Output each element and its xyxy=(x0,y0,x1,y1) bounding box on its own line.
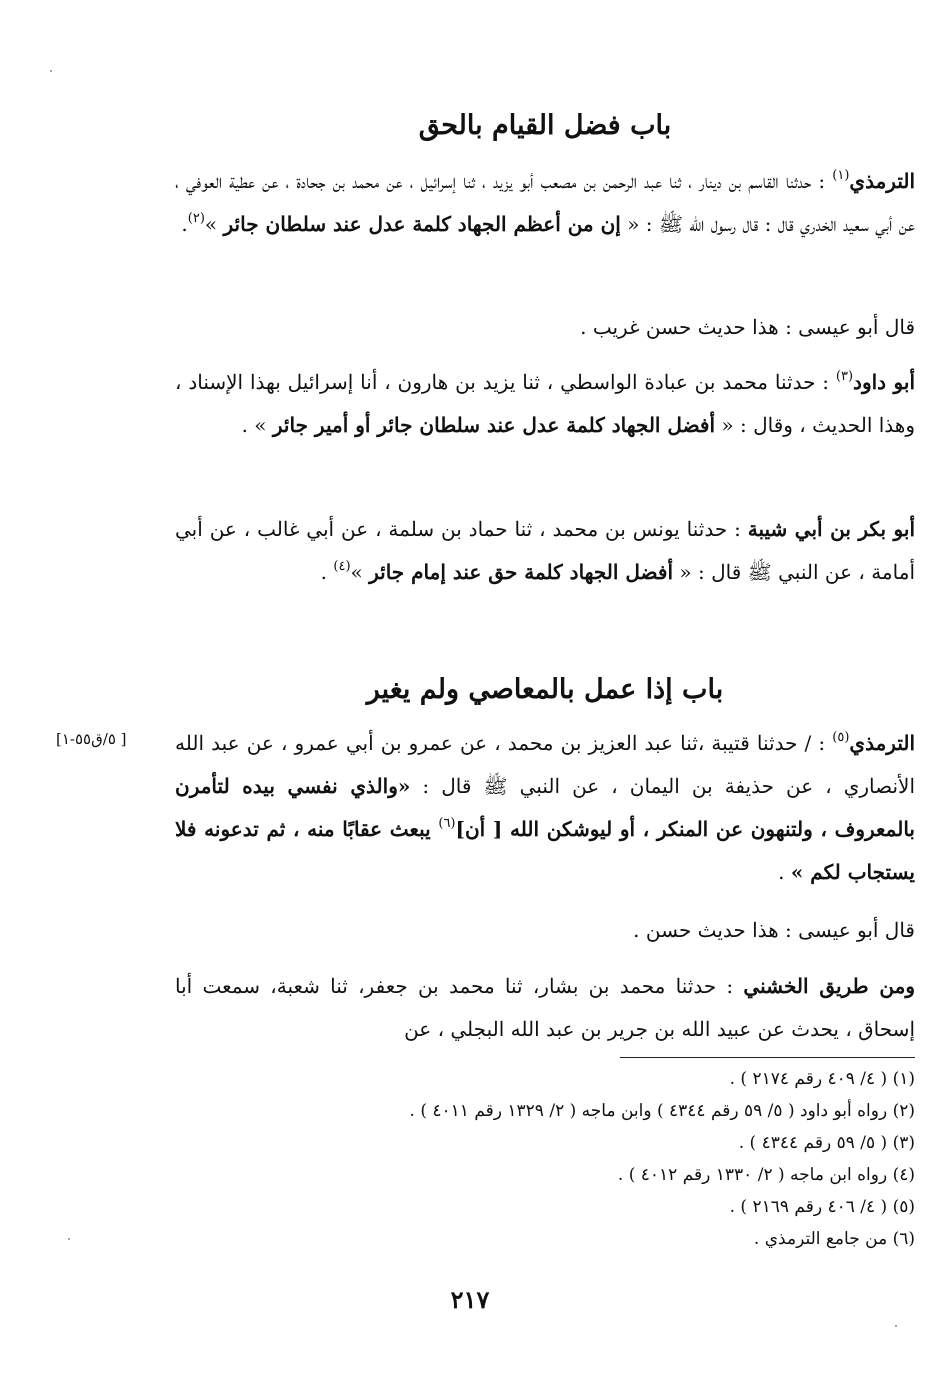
source-name: الترمذي xyxy=(849,731,916,755)
hadith-text: أفضل الجهاد كلمة حق عند إمام جائر xyxy=(369,560,674,584)
manuscript-folio-note: [ ٥/ق٥٥-١] xyxy=(56,730,127,748)
quote-close: » . xyxy=(241,413,273,437)
quote-close: » xyxy=(204,212,224,236)
page-number: ٢١٧ xyxy=(450,1285,490,1314)
footnote-ref: (٤) xyxy=(333,559,351,574)
footnote-3: (٣) ( ٥/ ٥٩ رقم ٤٣٤٤ ) . xyxy=(738,1133,915,1153)
isnad-text: : حدثنا محمد بن عبادة الواسطي ، ثنا يزيد بن هارون ، أنا إسرائيل بهذا الإسناد ، وهذا الحديث ، وقال : « xyxy=(175,370,915,437)
scan-speck xyxy=(50,70,52,72)
isnad-text: : حدثنا محمد بن بشار، ثنا محمد بن جعفر، ثنا شعبة، سمعت أبا إسحاق ، يحدث عن عبيد الله بن جرير بن عبد الله البجلي ، عن xyxy=(175,974,915,1041)
footnote-1: (١) ( ٤/ ٤٠٩ رقم ٢١٧٤ ) . xyxy=(729,1069,915,1089)
footnote-ref: (١) xyxy=(832,168,850,183)
paragraph-abu-isa-2: قال أبو عيسى : هذا حديث حسن . xyxy=(633,918,915,942)
footnote-ref: (٥) xyxy=(832,730,850,745)
paragraph-tirmidhi-1 xyxy=(175,160,915,246)
paragraph-khushani xyxy=(175,965,915,1051)
isnad-text: : حدثنا يونس بن محمد ، ثنا حماد بن سلمة ، عن أبي غالب ، عن أبي أمامة ، عن النبي ﷺ قال : « xyxy=(175,517,915,584)
section-heading-2: باب إذا عمل بالمعاصي ولم يغير xyxy=(366,674,724,705)
source-name: الترمذي xyxy=(849,169,916,193)
period: . xyxy=(181,212,188,236)
footnote-separator xyxy=(620,1057,915,1058)
hadith-text: «والذي نفسي بيده لتأمرن بالمعروف ، ولتنهون عن المنكر ، أو ليوشكن الله [ أن] xyxy=(175,774,915,841)
paragraph-abu-dawud xyxy=(175,361,915,447)
source-name: أبو بكر بن أبي شيبة xyxy=(747,517,916,541)
scan-speck xyxy=(68,1238,70,1240)
footnote-6: (٦) من جامع الترمذي . xyxy=(753,1229,915,1249)
footnote-5: (٥) ( ٤/ ٤٠٦ رقم ٢١٦٩ ) . xyxy=(729,1197,915,1217)
hadith-text-continued: يبعث عقابًا منه ، ثم تدعونه فلا يستجاب لكم » xyxy=(175,817,915,884)
scan-speck xyxy=(895,1325,897,1327)
footnote-ref: (٦) xyxy=(438,816,456,831)
isnad-text: : / حدثنا قتيبة ،ثنا عبد العزيز بن محمد ، عن عمرو بن أبي عمرو ، عن عبد الله الأنصاري ، عن حذيفة بن اليمان ، عن النبي ﷺ قال : xyxy=(175,731,916,798)
footnote-ref: (٣) xyxy=(835,369,854,384)
isnad-text: : حدثنا القاسم بن دينار ، ثنا عبد الرحمن بن مصعب أبو يزيد ، ثنا إسرائيل ، عن محمد بن جحادة ، عن عطية العوفي ، عن أبي سعيد الخدري قال : قال رسول الله ﷺ : « xyxy=(175,169,915,236)
footnotes xyxy=(175,1063,915,1255)
section-heading-1: باب فضل القيام بالحق xyxy=(418,110,672,141)
source-name: أبو داود xyxy=(853,370,915,394)
paragraph-tirmidhi-2 xyxy=(175,722,915,894)
source-name: ومن طريق الخشني xyxy=(743,974,915,998)
paragraph-ibn-abi-shayba xyxy=(175,508,915,594)
period: . xyxy=(778,860,791,884)
footnote-2: (٢) رواه أبو داود ( ٥/ ٥٩ رقم ٤٣٤٤ ) وابن ماجه ( ٢/ ١٣٢٩ رقم ٤٠١١ ) . xyxy=(409,1101,915,1121)
quote-close: » xyxy=(350,560,370,584)
hadith-text: إن من أعظم الجهاد كلمة عدل عند سلطان جائر xyxy=(223,212,621,236)
paragraph-abu-isa-1: قال أبو عيسى : هذا حديث حسن غريب . xyxy=(580,315,915,339)
hadith-text: أفضل الجهاد كلمة عدل عند سلطان جائر أو أمير جائر xyxy=(272,413,716,437)
footnote-ref: (٢) xyxy=(187,211,205,226)
footnote-4: (٤) رواه ابن ماجه ( ٢/ ١٣٣٠ رقم ٤٠١٢ ) . xyxy=(617,1165,915,1185)
period: . xyxy=(320,560,334,584)
